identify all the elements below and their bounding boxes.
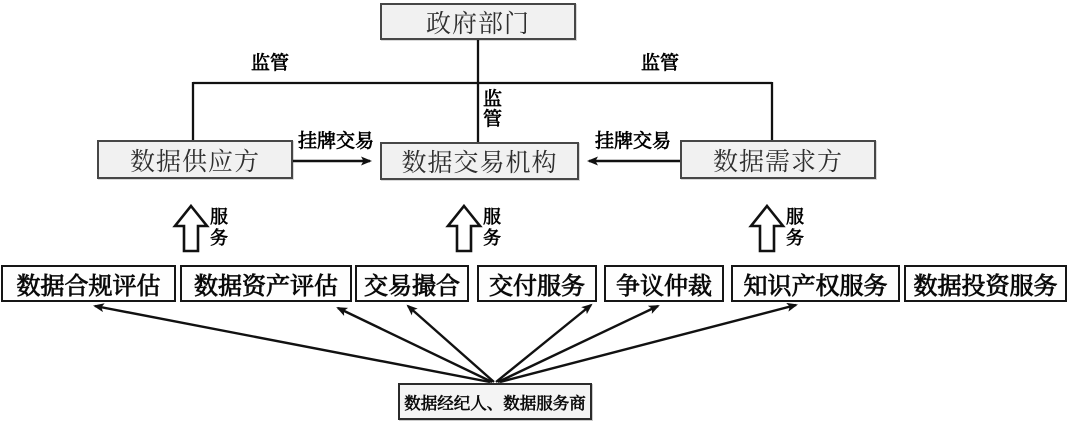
service-box-data-investment: 数据投资服务 (904, 265, 1067, 302)
node-government: 政府部门 (380, 3, 576, 40)
service-box-ip-service: 知识产权服务 (731, 265, 900, 302)
service-box-asset-valuation: 数据资产评估 (180, 265, 352, 302)
edge-label-supervision-center: 监管 (483, 89, 503, 130)
edge-label-supervision-right: 监管 (640, 53, 680, 74)
edge-label-listing-trade-right: 挂牌交易 (594, 131, 672, 152)
service-box-dispute-arbitration: 争议仲裁 (604, 265, 724, 302)
node-data-supplier: 数据供应方 (97, 140, 293, 179)
edge-label-service-left: 服务 (210, 207, 228, 248)
service-box-delivery-service: 交付服务 (477, 265, 597, 302)
service-box-compliance-assessment: 数据合规评估 (1, 265, 176, 302)
service-box-trade-matching: 交易撮合 (355, 265, 469, 302)
service-block-arrows (175, 206, 783, 251)
node-data-demander: 数据需求方 (680, 140, 876, 179)
node-data-broker: 数据经纪人、数据服务商 (398, 383, 592, 420)
edge-label-listing-trade-left: 挂牌交易 (297, 131, 375, 152)
node-data-exchange: 数据交易机构 (380, 142, 579, 180)
edge-label-service-center: 服务 (483, 207, 501, 248)
broker-fan-arrows (95, 305, 796, 382)
edge-label-supervision-left: 监管 (250, 53, 290, 74)
edge-label-service-right: 服务 (786, 207, 804, 248)
